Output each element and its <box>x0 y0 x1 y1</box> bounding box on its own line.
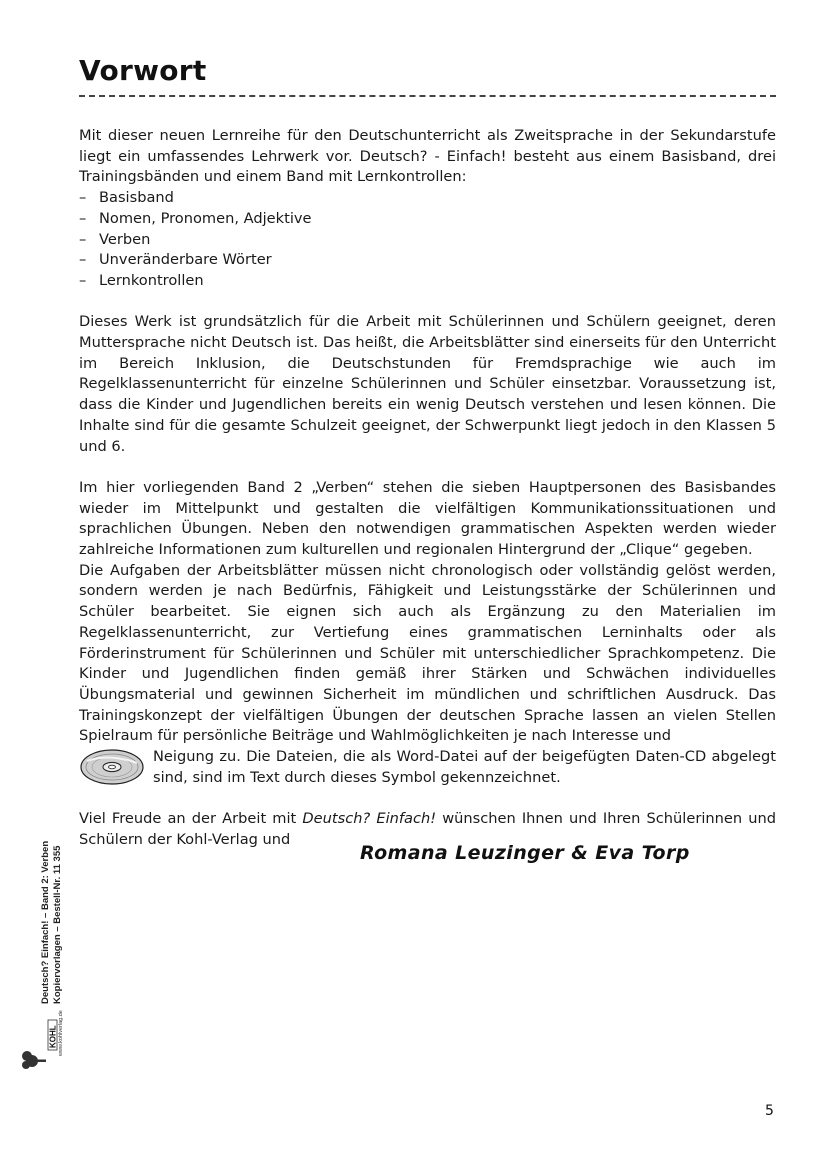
publisher-url: www.kohlverlag.de <box>58 1010 64 1056</box>
list-item: – Lernkontrollen <box>79 271 204 289</box>
page-title: Vorwort <box>79 54 207 87</box>
imprint-line-title: Deutsch? Einfach! – Band 2: Verben <box>40 840 51 1004</box>
paragraph-band2: Im hier vorliegenden Band 2 „Verben“ stehen die sieben Hauptpersonen des Basisbandes wieder im Mittelpunkt und gestalten die vielfältigen Kommunikationssituationen und sprachlichen Übungen. Neben den notwendigen grammatischen Aspekten werden wieder zahlreiche Informationen zum kulturellen und regionalen Hintergrund der „Clique“ gegeben. <box>79 478 776 559</box>
cd-disc-icon <box>79 747 145 787</box>
intro-paragraph: Mit dieser neuen Lernreihe für den Deutschunterricht als Zweitsprache in der Sekundarstufe liegt ein umfassendes Lehrwerk vor. Deutsch? - Einfach! besteht aus einem Basisband, drei Trainingsbänden und einem Band mit Lernkontrollen: <box>79 127 776 186</box>
closing-book-title: Deutsch? Einfach! <box>302 810 437 828</box>
paragraph-audience: Dieses Werk ist grundsätzlich für die Arbeit mit Schülerinnen und Schülern geeignet, deren Muttersprache nicht Deutsch ist. Das heißt, die Arbeitsblätter sind einerseits für den Unterricht im Bereich Inklusion, die Deutschstunden für Fremdsprachige wie auch im Regelklassenunterricht für einzelne Schülerinnen und Schüler einsetzbar. Voraussetzung ist, dass die Kinder und Jugendlichen bereits ein wenig Deutsch verstehen und lesen können. Die Inhalte sind für die gesamte Schulzeit geeignet, der Schwerpunkt liegt jedoch in den Klassen 5 und 6. <box>79 313 776 455</box>
volume-list <box>79 188 776 292</box>
list-item: – Basisband <box>79 189 174 207</box>
paragraph-tasks: Die Aufgaben der Arbeitsblätter müssen nicht chronologisch oder vollständig gelöst werden, sondern werden je nach Bedürfnis, Fähigkeit und Leistungsstärke der Schülerinnen und Schüler bearbeitet. Sie eignen sich auch als Ergänzung zu den Materialien im Regelklassenunterricht, zur Vertiefung eines grammatischen Lerninhalts oder als Förderinstrument für Schülerinnen und Schüler mit unterschiedlicher Sprachkompetenz. Die Kinder und Jugendlichen finden gemäß ihrer Stärken und Schwächen individuelles Übungsmaterial und gewinnen Sicherheit im mündlichen und schriftlichen Ausdruck. Das Trainingskonzept der vielfältigen Übungen der deutschen Sprache lassen an vielen Stellen Spielraum für persönliche Beiträge und Wahlmöglichkeiten je nach Interesse und <box>79 561 776 745</box>
list-item: – Nomen, Pronomen, Adjektive <box>79 209 312 227</box>
list-item: – Verben <box>79 230 151 248</box>
list-item: – Unveränderbare Wörter <box>79 251 272 269</box>
side-imprint <box>14 820 70 1070</box>
signature: Romana Leuzinger & Eva Torp <box>360 842 690 864</box>
title-divider <box>79 95 776 97</box>
paragraph-cd <box>79 747 776 788</box>
body-text <box>79 126 776 851</box>
page-number: 5 <box>765 1103 774 1119</box>
cd-paragraph-text: Neigung zu. Die Dateien, die als Word-Datei auf der beigefügten Daten-CD abgelegt sind, sind im Text durch dieses Symbol gekennzeichnet. <box>153 748 776 786</box>
closing-paragraph: Viel Freude an der Arbeit mit Deutsch? Einfach! wünschen Ihnen und Ihren Schülerinnen und Schülern der Kohl-Verlag und <box>79 810 776 848</box>
imprint-line-order: Kopiervorlagen – Bestell-Nr. 11 355 <box>52 845 63 1004</box>
svg-text:KOHL: KOHL <box>48 1025 58 1048</box>
